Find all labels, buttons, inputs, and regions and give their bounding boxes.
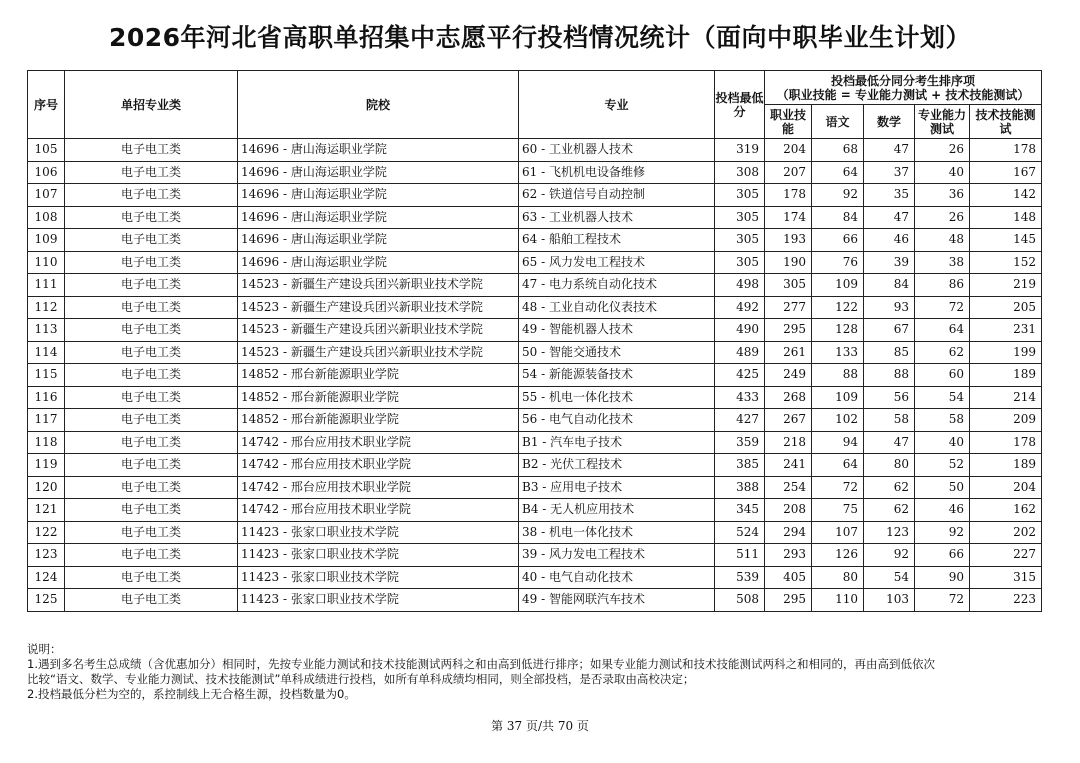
row-min-score: 345 <box>715 499 765 522</box>
row-chinese: 110 <box>812 589 864 612</box>
row-chinese: 94 <box>812 431 864 454</box>
row-min-score: 489 <box>715 341 765 364</box>
row-technical: 205 <box>970 296 1042 319</box>
row-chinese: 128 <box>812 319 864 342</box>
row-seq: 114 <box>28 341 65 364</box>
row-min-score: 524 <box>715 521 765 544</box>
row-professional: 26 <box>915 206 970 229</box>
row-major: 48 - 工业自动化仪表技术 <box>519 296 715 319</box>
row-technical: 189 <box>970 454 1042 477</box>
row-min-score: 427 <box>715 409 765 432</box>
row-technical: 178 <box>970 139 1042 162</box>
header-min-score: 投档最低分 <box>715 71 765 139</box>
row-professional: 60 <box>915 364 970 387</box>
rank-group-title: 投档最低分同分考生排序项 <box>830 73 975 88</box>
table-row <box>28 341 1042 364</box>
row-vocational: 268 <box>765 386 812 409</box>
row-chinese: 107 <box>812 521 864 544</box>
row-seq: 116 <box>28 386 65 409</box>
row-major: 47 - 电力系统自动化技术 <box>519 274 715 297</box>
row-seq: 119 <box>28 454 65 477</box>
header-major: 专业 <box>519 71 715 139</box>
row-chinese: 102 <box>812 409 864 432</box>
row-technical: 209 <box>970 409 1042 432</box>
row-school: 14523 - 新疆生产建设兵团兴新职业技术学院 <box>238 319 519 342</box>
row-technical: 219 <box>970 274 1042 297</box>
row-major: B3 - 应用电子技术 <box>519 476 715 499</box>
row-vocational: 294 <box>765 521 812 544</box>
row-school: 14742 - 邢台应用技术职业学院 <box>238 454 519 477</box>
row-vocational: 405 <box>765 566 812 589</box>
row-major: 60 - 工业机器人技术 <box>519 139 715 162</box>
row-school: 11423 - 张家口职业技术学院 <box>238 544 519 567</box>
row-math: 85 <box>864 341 915 364</box>
row-major: 38 - 机电一体化技术 <box>519 521 715 544</box>
row-professional: 46 <box>915 499 970 522</box>
row-school: 14742 - 邢台应用技术职业学院 <box>238 499 519 522</box>
row-technical: 145 <box>970 229 1042 252</box>
row-professional: 26 <box>915 139 970 162</box>
row-math: 47 <box>864 139 915 162</box>
row-professional: 58 <box>915 409 970 432</box>
row-category: 电子电工类 <box>65 589 238 612</box>
row-seq: 123 <box>28 544 65 567</box>
row-category: 电子电工类 <box>65 251 238 274</box>
row-category: 电子电工类 <box>65 409 238 432</box>
row-vocational: 190 <box>765 251 812 274</box>
table-row <box>28 589 1042 612</box>
row-seq: 121 <box>28 499 65 522</box>
row-technical: 214 <box>970 386 1042 409</box>
row-school: 14742 - 邢台应用技术职业学院 <box>238 431 519 454</box>
row-school: 14696 - 唐山海运职业学院 <box>238 161 519 184</box>
row-min-score: 308 <box>715 161 765 184</box>
row-professional: 36 <box>915 184 970 207</box>
row-vocational: 295 <box>765 589 812 612</box>
row-seq: 115 <box>28 364 65 387</box>
row-professional: 66 <box>915 544 970 567</box>
row-seq: 111 <box>28 274 65 297</box>
row-major: 49 - 智能机器人技术 <box>519 319 715 342</box>
row-school: 14696 - 唐山海运职业学院 <box>238 206 519 229</box>
row-professional: 54 <box>915 386 970 409</box>
row-category: 电子电工类 <box>65 184 238 207</box>
row-seq: 118 <box>28 431 65 454</box>
row-category: 电子电工类 <box>65 296 238 319</box>
row-math: 46 <box>864 229 915 252</box>
row-chinese: 66 <box>812 229 864 252</box>
table-row <box>28 184 1042 207</box>
row-min-score: 319 <box>715 139 765 162</box>
row-school: 14523 - 新疆生产建设兵团兴新职业技术学院 <box>238 341 519 364</box>
row-major: 49 - 智能网联汽车技术 <box>519 589 715 612</box>
row-technical: 231 <box>970 319 1042 342</box>
table-row <box>28 274 1042 297</box>
row-school: 14696 - 唐山海运职业学院 <box>238 139 519 162</box>
row-category: 电子电工类 <box>65 274 238 297</box>
row-vocational: 277 <box>765 296 812 319</box>
row-vocational: 305 <box>765 274 812 297</box>
admission-table <box>27 70 1042 612</box>
row-chinese: 133 <box>812 341 864 364</box>
table-row <box>28 161 1042 184</box>
row-math: 39 <box>864 251 915 274</box>
row-min-score: 492 <box>715 296 765 319</box>
row-vocational: 207 <box>765 161 812 184</box>
row-school: 14852 - 邢台新能源职业学院 <box>238 386 519 409</box>
notes-line-2: 比较“语文、数学、专业能力测试、技术技能测试”单科成绩进行投档，如所有单科成绩均相同，则全部投档，是否录取由高校决定； <box>27 672 695 686</box>
row-technical: 178 <box>970 431 1042 454</box>
row-category: 电子电工类 <box>65 341 238 364</box>
row-professional: 72 <box>915 296 970 319</box>
row-chinese: 84 <box>812 206 864 229</box>
row-min-score: 433 <box>715 386 765 409</box>
row-seq: 112 <box>28 296 65 319</box>
row-category: 电子电工类 <box>65 319 238 342</box>
row-min-score: 305 <box>715 206 765 229</box>
row-vocational: 204 <box>765 139 812 162</box>
row-major: 61 - 飞机机电设备维修 <box>519 161 715 184</box>
page-number: 第 37 页/共 70 页 <box>491 719 589 733</box>
page-title: 2026年河北省高职单招集中志愿平行投档情况统计（面向中职毕业生计划） <box>108 23 972 52</box>
row-major: 64 - 船舶工程技术 <box>519 229 715 252</box>
row-vocational: 249 <box>765 364 812 387</box>
row-school: 14696 - 唐山海运职业学院 <box>238 184 519 207</box>
row-math: 103 <box>864 589 915 612</box>
row-math: 84 <box>864 274 915 297</box>
table-row <box>28 431 1042 454</box>
row-min-score: 359 <box>715 431 765 454</box>
row-major: B1 - 汽车电子技术 <box>519 431 715 454</box>
row-math: 88 <box>864 364 915 387</box>
table-row <box>28 319 1042 342</box>
table-row <box>28 251 1042 274</box>
row-vocational: 295 <box>765 319 812 342</box>
row-chinese: 126 <box>812 544 864 567</box>
notes-heading: 说明： <box>27 642 62 656</box>
row-technical: 315 <box>970 566 1042 589</box>
table-row <box>28 296 1042 319</box>
header-technical: 技术技能测试 <box>970 105 1042 139</box>
row-category: 电子电工类 <box>65 139 238 162</box>
row-chinese: 64 <box>812 454 864 477</box>
row-school: 14852 - 邢台新能源职业学院 <box>238 409 519 432</box>
row-chinese: 80 <box>812 566 864 589</box>
row-professional: 50 <box>915 476 970 499</box>
row-professional: 40 <box>915 431 970 454</box>
row-category: 电子电工类 <box>65 206 238 229</box>
row-chinese: 64 <box>812 161 864 184</box>
row-major: B4 - 无人机应用技术 <box>519 499 715 522</box>
row-seq: 106 <box>28 161 65 184</box>
table-row <box>28 499 1042 522</box>
row-vocational: 218 <box>765 431 812 454</box>
row-technical: 162 <box>970 499 1042 522</box>
table-row <box>28 454 1042 477</box>
row-chinese: 109 <box>812 386 864 409</box>
row-math: 123 <box>864 521 915 544</box>
row-min-score: 508 <box>715 589 765 612</box>
table-row <box>28 206 1042 229</box>
row-professional: 72 <box>915 589 970 612</box>
row-major: 56 - 电气自动化技术 <box>519 409 715 432</box>
row-chinese: 109 <box>812 274 864 297</box>
row-category: 电子电工类 <box>65 386 238 409</box>
row-chinese: 75 <box>812 499 864 522</box>
row-school: 14523 - 新疆生产建设兵团兴新职业技术学院 <box>238 274 519 297</box>
row-chinese: 122 <box>812 296 864 319</box>
row-major: B2 - 光伏工程技术 <box>519 454 715 477</box>
row-category: 电子电工类 <box>65 229 238 252</box>
row-technical: 223 <box>970 589 1042 612</box>
row-chinese: 76 <box>812 251 864 274</box>
row-school: 11423 - 张家口职业技术学院 <box>238 521 519 544</box>
row-category: 电子电工类 <box>65 161 238 184</box>
row-chinese: 72 <box>812 476 864 499</box>
row-technical: 152 <box>970 251 1042 274</box>
table-row <box>28 364 1042 387</box>
row-math: 58 <box>864 409 915 432</box>
row-category: 电子电工类 <box>65 521 238 544</box>
table-row <box>28 139 1042 162</box>
row-vocational: 241 <box>765 454 812 477</box>
row-seq: 110 <box>28 251 65 274</box>
row-category: 电子电工类 <box>65 499 238 522</box>
table-row <box>28 566 1042 589</box>
row-seq: 107 <box>28 184 65 207</box>
table-row <box>28 521 1042 544</box>
row-school: 14523 - 新疆生产建设兵团兴新职业技术学院 <box>238 296 519 319</box>
header-category: 单招专业类 <box>65 71 238 139</box>
row-vocational: 174 <box>765 206 812 229</box>
row-min-score: 539 <box>715 566 765 589</box>
row-category: 电子电工类 <box>65 544 238 567</box>
row-technical: 189 <box>970 364 1042 387</box>
row-technical: 167 <box>970 161 1042 184</box>
row-major: 62 - 铁道信号自动控制 <box>519 184 715 207</box>
row-vocational: 261 <box>765 341 812 364</box>
row-min-score: 305 <box>715 251 765 274</box>
row-major: 54 - 新能源装备技术 <box>519 364 715 387</box>
row-min-score: 385 <box>715 454 765 477</box>
row-min-score: 305 <box>715 229 765 252</box>
table-row <box>28 386 1042 409</box>
notes-line-1: 1.遇到多名考生总成绩（含优惠加分）相同时，先按专业能力测试和技术技能测试两科之和由高到低进行排序；如果专业能力测试和技术技能测试两科之和相同的，再由高到低依次 <box>27 657 935 671</box>
row-math: 62 <box>864 476 915 499</box>
table-row <box>28 544 1042 567</box>
row-category: 电子电工类 <box>65 364 238 387</box>
header-rank-group <box>765 71 1042 105</box>
table-body <box>28 139 1042 612</box>
row-seq: 122 <box>28 521 65 544</box>
table-row <box>28 229 1042 252</box>
row-min-score: 498 <box>715 274 765 297</box>
row-vocational: 193 <box>765 229 812 252</box>
row-major: 40 - 电气自动化技术 <box>519 566 715 589</box>
row-chinese: 88 <box>812 364 864 387</box>
row-major: 65 - 风力发电工程技术 <box>519 251 715 274</box>
row-min-score: 511 <box>715 544 765 567</box>
row-min-score: 425 <box>715 364 765 387</box>
row-professional: 48 <box>915 229 970 252</box>
header-professional: 专业能力测试 <box>915 105 970 139</box>
row-major: 39 - 风力发电工程技术 <box>519 544 715 567</box>
row-school: 14696 - 唐山海运职业学院 <box>238 251 519 274</box>
row-min-score: 490 <box>715 319 765 342</box>
row-school: 11423 - 张家口职业技术学院 <box>238 566 519 589</box>
row-seq: 125 <box>28 589 65 612</box>
row-technical: 148 <box>970 206 1042 229</box>
row-vocational: 178 <box>765 184 812 207</box>
row-math: 47 <box>864 431 915 454</box>
row-major: 50 - 智能交通技术 <box>519 341 715 364</box>
row-vocational: 208 <box>765 499 812 522</box>
row-chinese: 68 <box>812 139 864 162</box>
row-math: 67 <box>864 319 915 342</box>
row-professional: 86 <box>915 274 970 297</box>
row-vocational: 254 <box>765 476 812 499</box>
rank-group-formula: （职业技能 = 专业能力测试 + 技术技能测试） <box>776 87 1030 102</box>
row-seq: 120 <box>28 476 65 499</box>
row-major: 55 - 机电一体化技术 <box>519 386 715 409</box>
row-professional: 64 <box>915 319 970 342</box>
notes <box>27 642 1057 702</box>
row-chinese: 92 <box>812 184 864 207</box>
row-professional: 40 <box>915 161 970 184</box>
row-vocational: 267 <box>765 409 812 432</box>
row-professional: 90 <box>915 566 970 589</box>
row-school: 14696 - 唐山海运职业学院 <box>238 229 519 252</box>
row-math: 92 <box>864 544 915 567</box>
row-school: 11423 - 张家口职业技术学院 <box>238 589 519 612</box>
row-seq: 113 <box>28 319 65 342</box>
row-category: 电子电工类 <box>65 454 238 477</box>
row-math: 93 <box>864 296 915 319</box>
row-math: 80 <box>864 454 915 477</box>
row-math: 54 <box>864 566 915 589</box>
row-professional: 52 <box>915 454 970 477</box>
header-math: 数学 <box>864 105 915 139</box>
row-min-score: 305 <box>715 184 765 207</box>
notes-line-3: 2.投档最低分栏为空的，系控制线上无合格生源，投档数量为0。 <box>27 687 356 701</box>
row-math: 47 <box>864 206 915 229</box>
header-seq: 序号 <box>28 71 65 139</box>
row-category: 电子电工类 <box>65 476 238 499</box>
row-technical: 204 <box>970 476 1042 499</box>
row-school: 14852 - 邢台新能源职业学院 <box>238 364 519 387</box>
row-math: 56 <box>864 386 915 409</box>
row-math: 35 <box>864 184 915 207</box>
row-technical: 227 <box>970 544 1042 567</box>
row-math: 62 <box>864 499 915 522</box>
row-min-score: 388 <box>715 476 765 499</box>
row-category: 电子电工类 <box>65 431 238 454</box>
header-chinese: 语文 <box>812 105 864 139</box>
row-professional: 92 <box>915 521 970 544</box>
row-math: 37 <box>864 161 915 184</box>
row-technical: 142 <box>970 184 1042 207</box>
row-technical: 202 <box>970 521 1042 544</box>
table-row <box>28 409 1042 432</box>
row-seq: 124 <box>28 566 65 589</box>
row-seq: 105 <box>28 139 65 162</box>
row-school: 14742 - 邢台应用技术职业学院 <box>238 476 519 499</box>
row-professional: 38 <box>915 251 970 274</box>
row-vocational: 293 <box>765 544 812 567</box>
row-seq: 109 <box>28 229 65 252</box>
row-technical: 199 <box>970 341 1042 364</box>
header-vocational: 职业技能 <box>765 105 812 139</box>
header-school: 院校 <box>238 71 519 139</box>
row-seq: 117 <box>28 409 65 432</box>
row-seq: 108 <box>28 206 65 229</box>
row-professional: 62 <box>915 341 970 364</box>
table-row <box>28 476 1042 499</box>
row-category: 电子电工类 <box>65 566 238 589</box>
row-major: 63 - 工业机器人技术 <box>519 206 715 229</box>
